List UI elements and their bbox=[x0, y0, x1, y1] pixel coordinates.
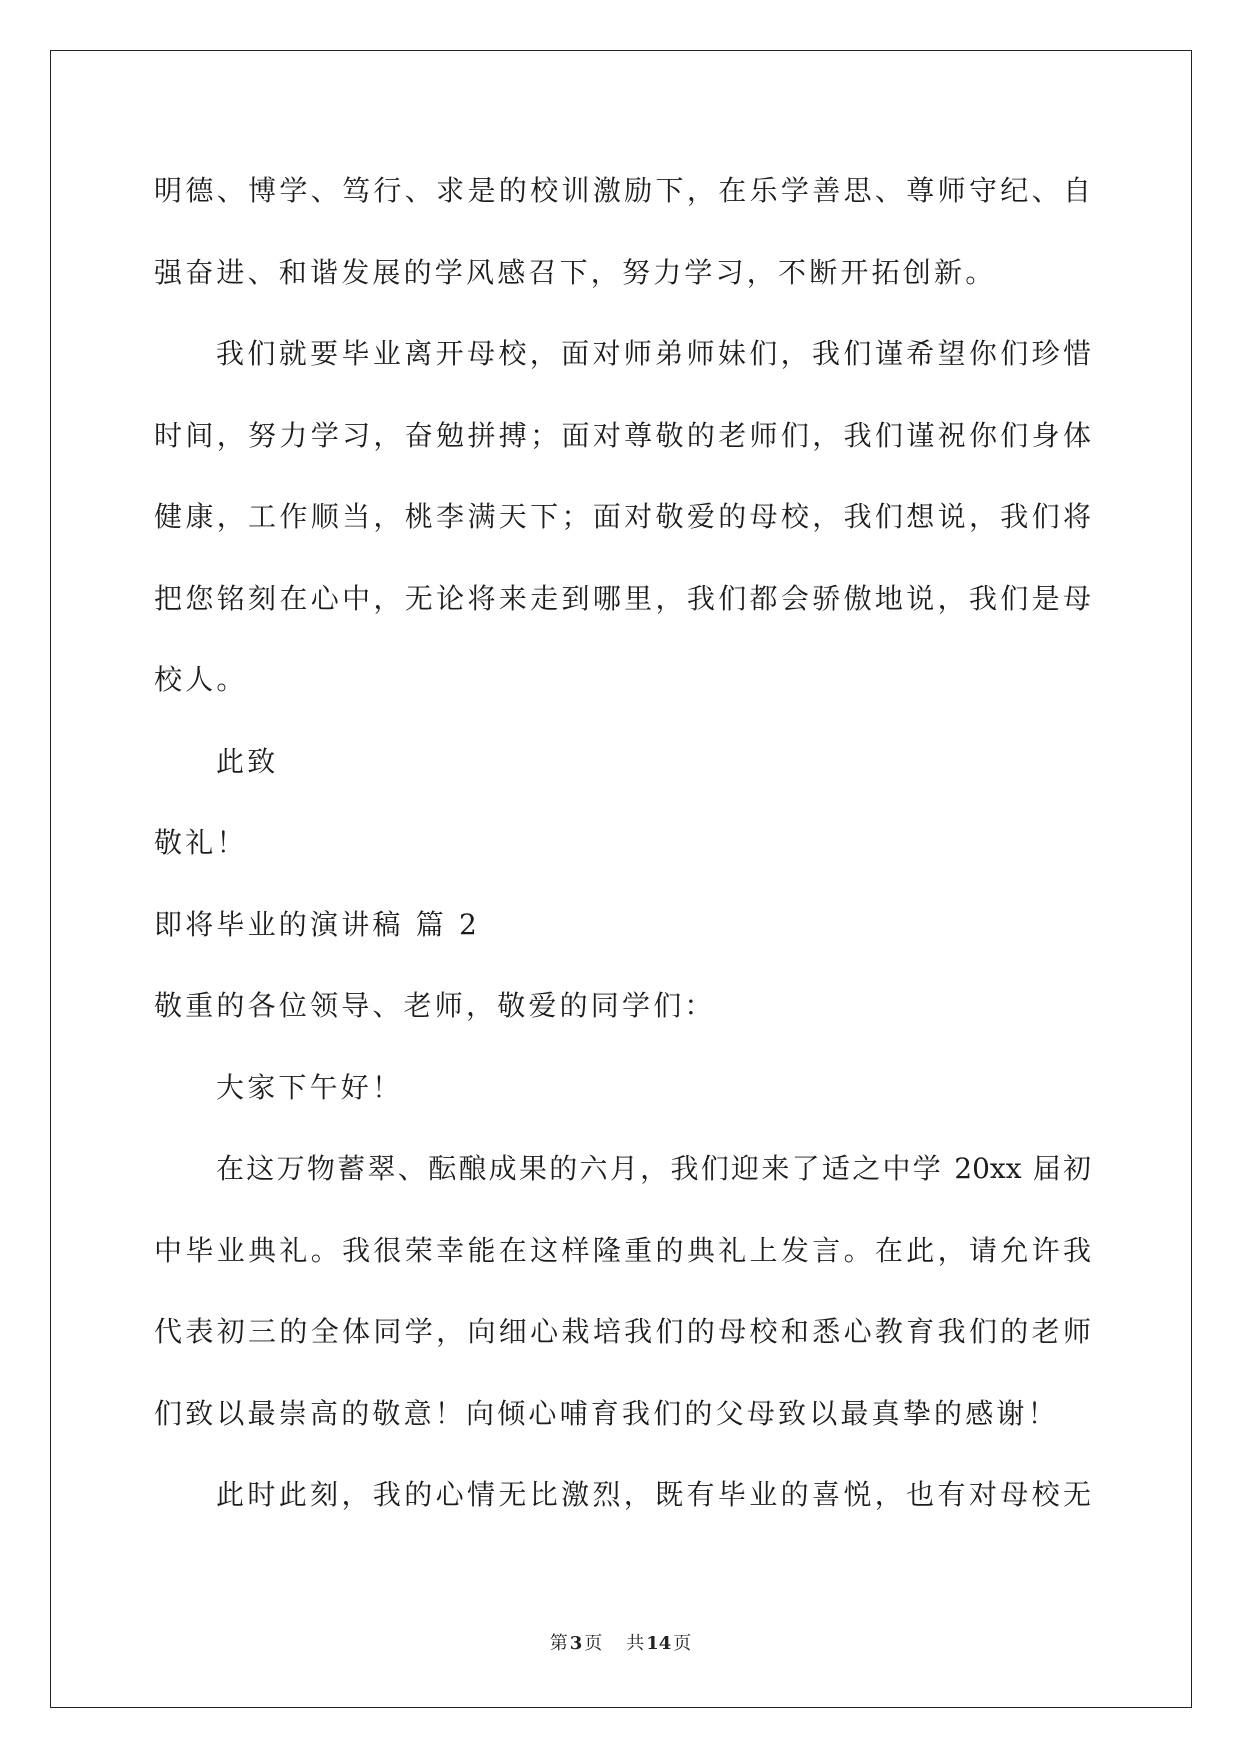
text-line: 在这万物蓄翠、酝酿成果的六月，我们迎来了适之中学 20xx 届初 bbox=[216, 1152, 1091, 1185]
section-heading: 即将毕业的演讲稿 篇 2 bbox=[154, 907, 481, 941]
text-line: 时间，努力学习，奋勉拼搏；面对尊敬的老师们，我们谨祝你们身体 bbox=[154, 418, 1091, 452]
total-pages: 14 bbox=[646, 1633, 672, 1654]
body-text bbox=[154, 150, 1091, 1536]
text-line: 明德、博学、笃行、求是的校训激励下，在乐学善思、尊师守纪、自 bbox=[154, 174, 1091, 207]
total-suffix: 页 bbox=[673, 1633, 692, 1654]
page-footer bbox=[0, 1630, 1241, 1658]
text-line: 强奋进、和谐发展的学风感召下，努力学习，不断开拓创新。 bbox=[154, 255, 997, 289]
greeting-line: 敬重的各位领导、老师，敬爱的同学们： bbox=[154, 989, 716, 1022]
text-line: 代表初三的全体同学，向细心栽培我们的母校和悉心教育我们的老师 bbox=[154, 1315, 1091, 1348]
text-line: 中毕业典礼。我很荣幸能在这样隆重的典礼上发言。在此，请允许我 bbox=[154, 1233, 1091, 1267]
closing-regards: 敬礼！ bbox=[154, 826, 248, 859]
text-line: 我们就要毕业离开母校，面对师弟师妹们，我们谨希望你们珍惜 bbox=[216, 337, 1091, 370]
closing-salutation: 此致 bbox=[216, 744, 279, 778]
text-line: 把您铭刻在心中，无论将来走到哪里，我们都会骄傲地说，我们是母 bbox=[154, 581, 1091, 615]
page-suffix: 页 bbox=[584, 1633, 603, 1654]
text-line: 健康，工作顺当，桃李满天下；面对敬爱的母校，我们想说，我们将 bbox=[154, 500, 1091, 533]
text-line: 们致以最崇高的敬意！向倾心哺育我们的父母致以最真挚的感谢！ bbox=[154, 1396, 1059, 1430]
greeting-line: 大家下午好！ bbox=[216, 1070, 404, 1104]
page-prefix: 第 bbox=[549, 1633, 568, 1654]
text-line: 此时此刻，我的心情无比激烈，既有毕业的喜悦，也有对母校无 bbox=[216, 1478, 1091, 1511]
text-line: 校人。 bbox=[154, 663, 248, 696]
page-number: 3 bbox=[569, 1633, 583, 1654]
total-prefix: 共 bbox=[626, 1633, 645, 1654]
